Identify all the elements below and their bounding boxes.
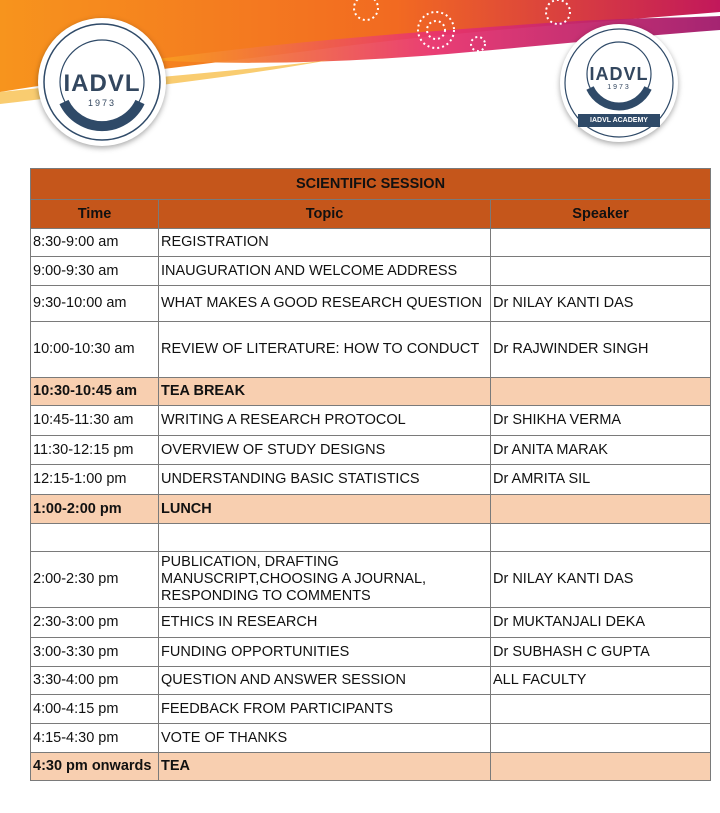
cell-time: 10:45-11:30 am [31,406,159,436]
table-row [31,638,711,667]
table-row [31,695,711,724]
table-row [31,667,711,695]
cell-speaker [491,229,711,257]
cell-speaker [491,257,711,286]
cell-speaker [491,724,711,753]
cell-time: 3:00-3:30 pm [31,638,159,667]
cell-speaker: Dr NILAY KANTI DAS [491,286,711,322]
cell-speaker: Dr AMRITA SIL [491,465,711,495]
cell-speaker: Dr MUKTANJALI DEKA [491,608,711,638]
table-row [31,608,711,638]
table-body [31,229,711,781]
cell-time: 4:15-4:30 pm [31,724,159,753]
cell-speaker: ALL FACULTY [491,667,711,695]
cell-time: 3:30-4:00 pm [31,667,159,695]
cell-topic: OVERVIEW OF STUDY DESIGNS [159,436,491,465]
table-row [31,724,711,753]
cell-topic: ETHICS IN RESEARCH [159,608,491,638]
cell-time: 2:30-3:00 pm [31,608,159,638]
logo-year: 1973 [87,98,117,108]
cell-topic [159,524,491,552]
cell-speaker: Dr NILAY KANTI DAS [491,552,711,608]
cell-speaker [491,378,711,406]
table-row [31,436,711,465]
table-row [31,552,711,608]
cell-speaker [491,753,711,781]
cell-speaker: Dr SHIKHA VERMA [491,406,711,436]
cell-topic: UNDERSTANDING BASIC STATISTICS [159,465,491,495]
cell-topic: WRITING A RESEARCH PROTOCOL [159,406,491,436]
cell-time: 9:30-10:00 am [31,286,159,322]
column-header-time: Time [31,200,159,229]
cell-topic: FUNDING OPPORTUNITIES [159,638,491,667]
cell-topic: TEA [159,753,491,781]
scientific-session-table [30,168,711,781]
cell-speaker: Dr ANITA MARAK [491,436,711,465]
cell-topic: REGISTRATION [159,229,491,257]
cell-topic: TEA BREAK [159,378,491,406]
cell-speaker: Dr RAJWINDER SINGH [491,322,711,378]
table-title: SCIENTIFIC SESSION [31,169,711,200]
table-row [31,495,711,524]
iadvl-logo-left [38,18,166,146]
cell-topic: WHAT MAKES A GOOD RESEARCH QUESTION [159,286,491,322]
cell-time: 8:30-9:00 am [31,229,159,257]
cell-time: 11:30-12:15 pm [31,436,159,465]
cell-time: 12:15-1:00 pm [31,465,159,495]
table-row [31,229,711,257]
iadvl-academy-logo [560,24,678,142]
logo-wordmark: IADVL [63,70,141,97]
table-row [31,406,711,436]
column-header-topic: Topic [159,200,491,229]
cell-speaker [491,524,711,552]
cell-topic: LUNCH [159,495,491,524]
cell-time: 10:30-10:45 am [31,378,159,406]
cell-topic: QUESTION AND ANSWER SESSION [159,667,491,695]
academy-label: IADVL ACADEMY [578,114,660,127]
cell-topic: INAUGURATION AND WELCOME ADDRESS [159,257,491,286]
cell-time: 2:00-2:30 pm [31,552,159,608]
table-row [31,286,711,322]
table-row [31,378,711,406]
table-row [31,753,711,781]
cell-time: 1:00-2:00 pm [31,495,159,524]
column-header-speaker: Speaker [491,200,711,229]
cell-topic: VOTE OF THANKS [159,724,491,753]
cell-topic: FEEDBACK FROM PARTICIPANTS [159,695,491,724]
cell-speaker: Dr SUBHASH C GUPTA [491,638,711,667]
cell-topic: REVIEW OF LITERATURE: HOW TO CONDUCT [159,322,491,378]
cell-topic: PUBLICATION, DRAFTING MANUSCRIPT,CHOOSING A JOURNAL, RESPONDING TO COMMENTS [159,552,491,608]
logo-wordmark: IADVL [589,64,649,84]
table-row [31,322,711,378]
logo-year: 1973 [607,84,631,91]
table-row [31,465,711,495]
cell-time: 4:00-4:15 pm [31,695,159,724]
cell-time: 9:00-9:30 am [31,257,159,286]
cell-time [31,524,159,552]
table-row [31,257,711,286]
cell-speaker [491,695,711,724]
cell-speaker [491,495,711,524]
table-row [31,524,711,552]
cell-time: 4:30 pm onwards [31,753,159,781]
cell-time: 10:00-10:30 am [31,322,159,378]
